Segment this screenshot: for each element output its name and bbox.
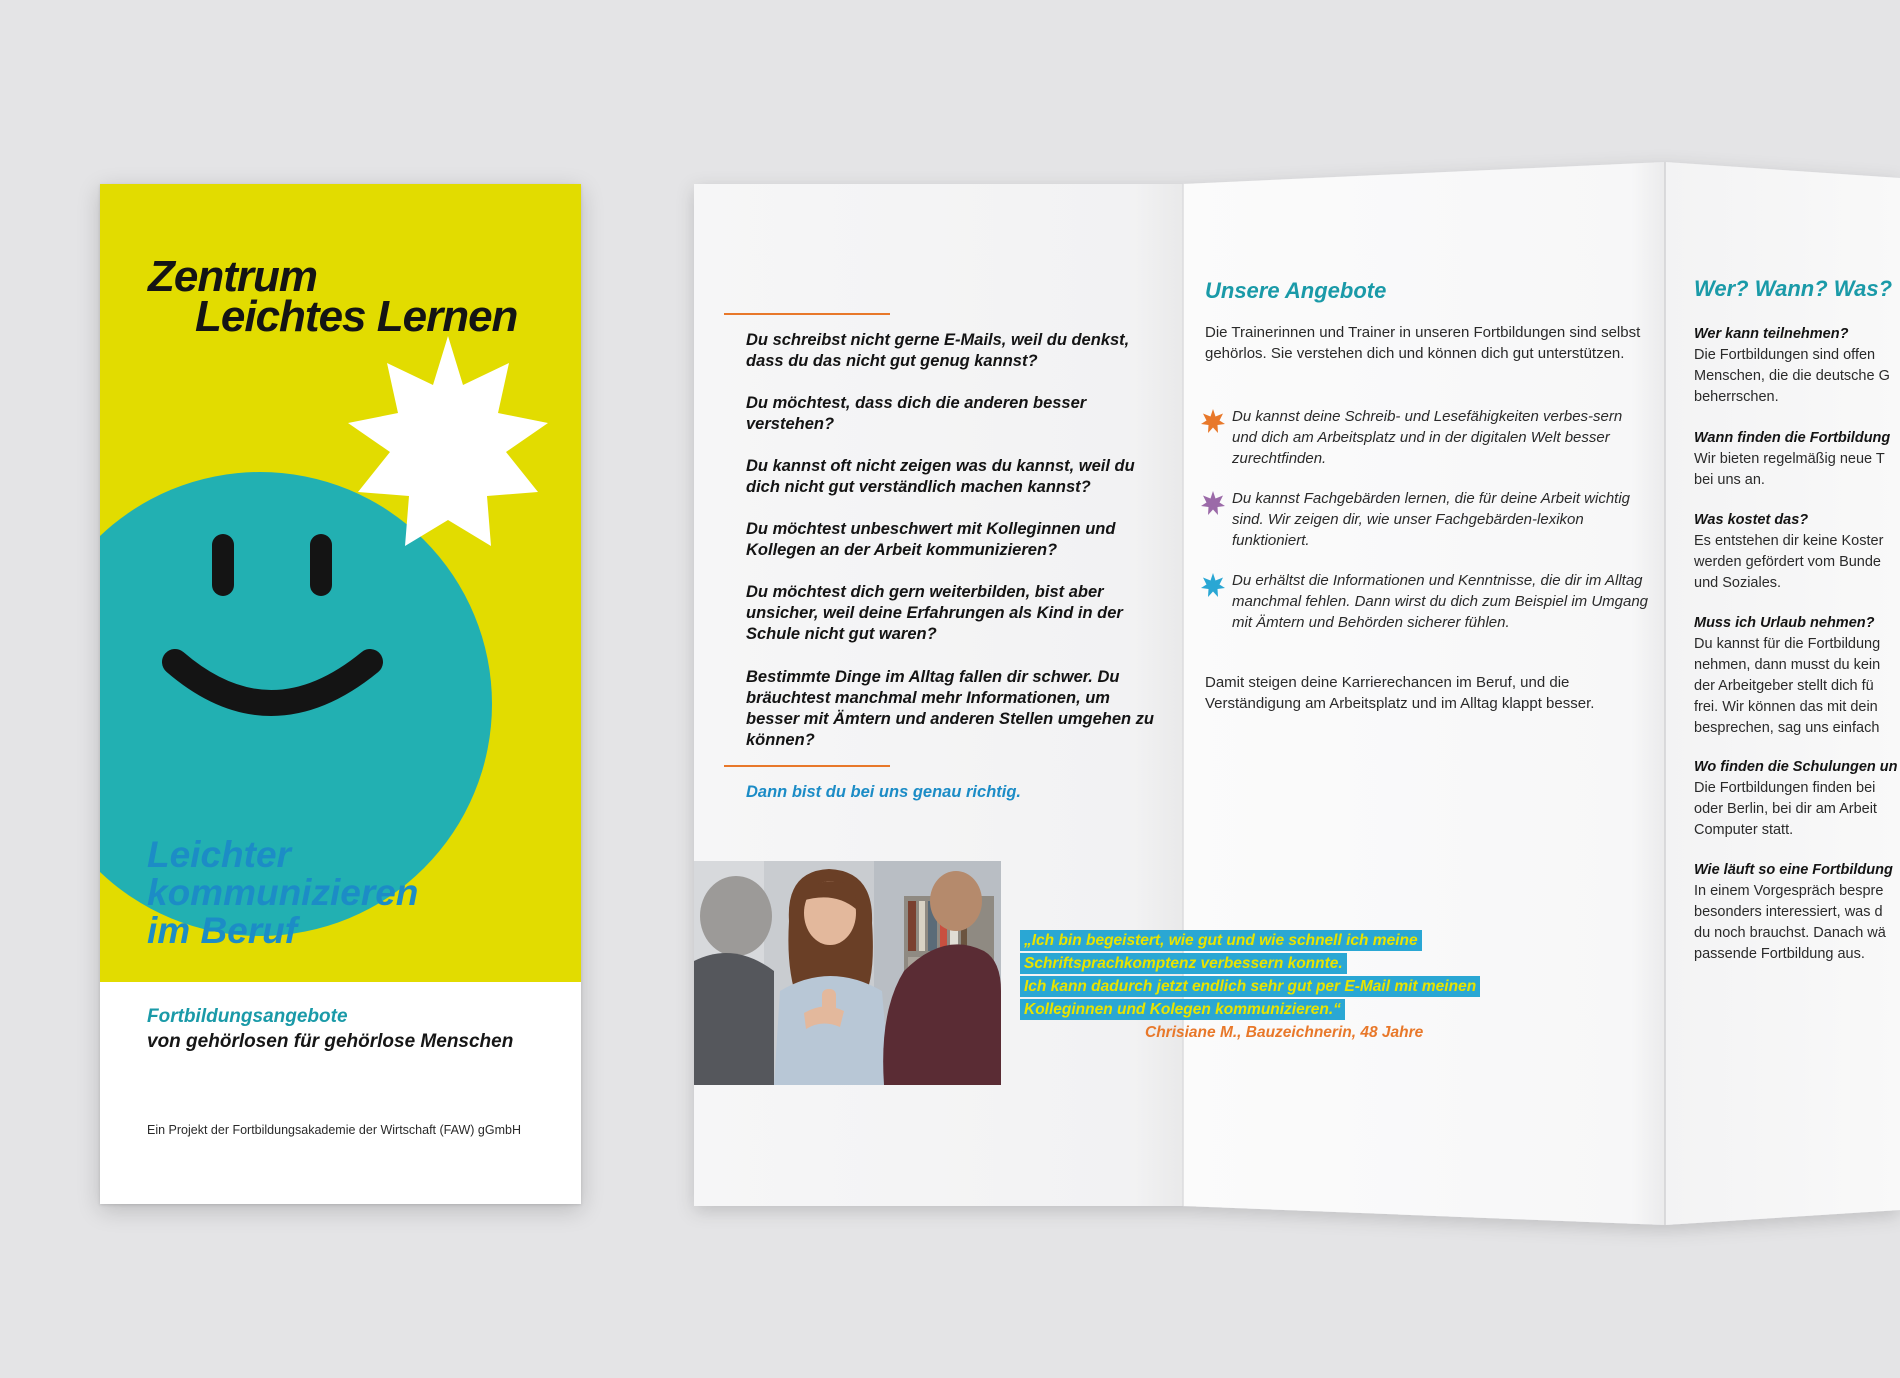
cover-footer: Ein Projekt der Fortbildungsakademie der Wirtschaft (FAW) gGmbH	[147, 1123, 521, 1137]
faq-question: Wo finden die Schulungen un	[1694, 759, 1898, 775]
quote-author: Chrisiane M., Bauzeichnerin, 48 Jahre	[1145, 1024, 1424, 1041]
faq-answer-line: und Soziales.	[1694, 575, 1782, 591]
faq-answer-line: bei uns an.	[1694, 472, 1765, 488]
offers-outro: Damit steigen deine Karrierechancen im Beruf, und die Verständigung am Arbeitsplatz und im Alltag klappt besser.	[1205, 674, 1595, 712]
offers-intro: Die Trainerinnen und Trainer in unseren Fortbildungen sind selbst gehörlos. Sie verstehen dich und können dich gut unterstützen.	[1205, 324, 1641, 362]
faq-answer-line: oder Berlin, bei dir am Arbeit	[1694, 801, 1877, 817]
photo-illustration-icon	[694, 861, 1001, 1085]
faq-answer	[1694, 449, 1885, 491]
offer-bullet	[1200, 406, 1650, 469]
faq-answer-line: Die Fortbildungen sind offen	[1694, 347, 1876, 363]
star-orange-icon	[1200, 408, 1226, 434]
panel-questions	[700, 0, 1180, 1378]
faq-answer-line: Die Fortbildungen finden bei	[1694, 780, 1876, 796]
faq-question: Wann finden die Fortbildung	[1694, 430, 1891, 446]
sign-language-photo	[694, 861, 1001, 1085]
faq-answer-line: besonders interessiert, was d	[1694, 904, 1883, 920]
panel-offers	[1185, 0, 1655, 1378]
orange-rule-top	[724, 313, 890, 315]
faq-answer-line: beherrschen.	[1694, 389, 1779, 405]
cover-subtitle-2: von gehörlosen für gehörlose Menschen	[147, 1031, 514, 1052]
faq-answer-line: passende Fortbildung aus.	[1694, 946, 1865, 962]
star-purple-icon	[1200, 490, 1226, 516]
faq-answer-line: besprechen, sag uns einfach	[1694, 720, 1880, 736]
faq-answer-line: In einem Vorgespräch bespre	[1694, 883, 1884, 899]
faq-answer-line: Wir bieten regelmäßig neue T	[1694, 451, 1885, 467]
faq-answer-line: du noch brauchst. Danach wä	[1694, 925, 1886, 941]
faq-answer-line: Computer statt.	[1694, 822, 1794, 838]
faq-answer	[1694, 345, 1890, 408]
question-text: Du kannst oft nicht zeigen was du kannst, weil du dich nicht gut verständlich machen kannst?	[746, 457, 1135, 496]
faq-answer-line: frei. Wir können das mit dein	[1694, 699, 1878, 715]
question-text: Du möchtest unbeschwert mit Kolleginnen und Kollegen an der Arbeit kommunizieren?	[746, 520, 1116, 559]
faq-answer	[1694, 634, 1880, 739]
offer-bullet	[1200, 570, 1650, 633]
offers-title: Unsere Angebote	[1205, 278, 1387, 303]
headline-line: kommunizieren	[147, 872, 419, 913]
question-text: Bestimmte Dinge im Alltag fallen dir schwer. Du bräuchtest manchmal mehr Informationen, um besser mit Ämtern und anderen Stellen umgehen zu können?	[746, 668, 1154, 749]
panel-faq	[1672, 0, 1900, 1378]
quote-line: Ich kann dadurch jetzt endlich sehr gut per E-Mail mit meinen	[1020, 976, 1480, 997]
faq-question: Was kostet das?	[1694, 512, 1809, 528]
headline-line: im Beruf	[147, 910, 298, 951]
question-text: Du schreibst nicht gerne E-Mails, weil du denkst, dass du das nicht gut genug kannst?	[746, 331, 1130, 370]
question-text: Du möchtest dich gern weiterbilden, bist aber unsicher, weil deine Erfahrungen als Kind in der Schule nicht gut waren?	[746, 583, 1123, 643]
faq-question: Wer kann teilnehmen?	[1694, 326, 1849, 342]
faq-answer-line: werden gefördert vom Bunde	[1694, 554, 1881, 570]
logo-line-2: Leichtes Lernen	[195, 292, 518, 341]
offer-text: Du erhältst die Informationen und Kenntnisse, die dir im Alltag manchmal fehlen. Dann wirst du dich zum Beispiel im Umgang mit Ämtern und Behörden sicherer fühlen.	[1232, 572, 1649, 631]
faq-question: Muss ich Urlaub nehmen?	[1694, 615, 1875, 631]
faq-question: Wie läuft so eine Fortbildung	[1694, 862, 1893, 878]
logo-line-1: Zentrum	[148, 252, 317, 301]
offer-text: Du kannst Fachgebärden lernen, die für deine Arbeit wichtig sind. Wir zeigen dir, wie unser Fachgebärden-lexikon funktioniert.	[1232, 490, 1631, 549]
offer-bullet	[1200, 488, 1650, 551]
offer-text: Du kannst deine Schreib- und Lesefähigkeiten verbes-sern und dich am Arbeitsplatz und in der digitalen Welt besser zurechtfinden.	[1232, 408, 1623, 467]
faq-answer	[1694, 778, 1877, 841]
closing-line: Dann bist du bei uns genau richtig.	[746, 783, 1022, 801]
headline-line: Leichter	[147, 834, 291, 875]
faq-answer-line: der Arbeitgeber stellt dich fü	[1694, 678, 1874, 694]
faq-answer-line: Menschen, die die deutsche G	[1694, 368, 1890, 384]
quote-line: „Ich bin begeistert, wie gut und wie schnell ich meine	[1020, 930, 1422, 951]
cover-subtitle-1: Fortbildungsangebote	[147, 1006, 348, 1027]
faq-answer-line: Es entstehen dir keine Koster	[1694, 533, 1884, 549]
faq-answer	[1694, 881, 1886, 965]
quote-line: Schriftsprachkomptenz verbessern konnte.	[1020, 953, 1347, 974]
orange-rule-bottom	[724, 765, 890, 767]
star-blue-icon	[1200, 572, 1226, 598]
faq-answer	[1694, 531, 1883, 594]
faq-answer-line: nehmen, dann musst du kein	[1694, 657, 1881, 673]
quote-line: Kolleginnen und Kolegen kommunizieren.“	[1020, 999, 1345, 1020]
question-text: Du möchtest, dass dich die anderen besser verstehen?	[746, 394, 1087, 433]
faq-answer-line: Du kannst für die Fortbildung	[1694, 636, 1881, 652]
faq-title: Wer? Wann? Was?	[1694, 276, 1893, 301]
